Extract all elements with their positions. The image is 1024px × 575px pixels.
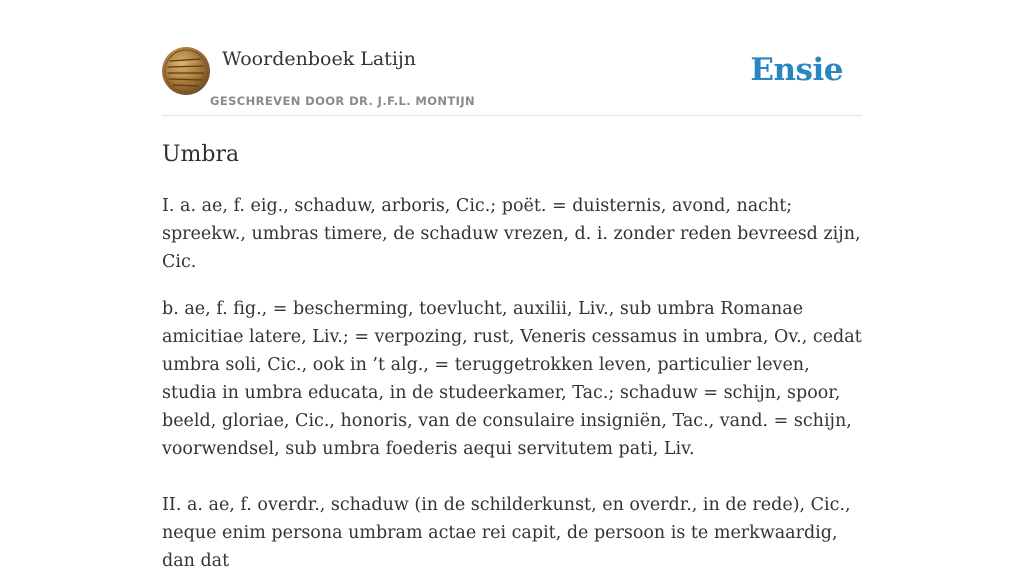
coin-image[interactable] bbox=[162, 47, 210, 95]
ensie-logo[interactable]: Ensie bbox=[750, 52, 843, 88]
entry-title: Umbra bbox=[162, 142, 240, 167]
definition-paragraph-1: I. a. ae, f. eig., schaduw, arboris, Cic.; poët. = duisternis, avond, nacht; spreekw., umbras timere, de schaduw vrezen, d. i. zonder reden bevreesd zijn, Cic. bbox=[162, 196, 861, 272]
dictionary-title[interactable]: Woordenboek Latijn bbox=[222, 48, 417, 70]
entry-content bbox=[162, 192, 862, 575]
coin-icon bbox=[162, 47, 210, 95]
definition-paragraph-2: b. ae, f. fig., = bescherming, toevlucht, auxilii, Liv., sub umbra Romanae amicitiae latere, Liv.; = verpozing, rust, Veneris cessamus in umbra, Ov., cedat umbra soli, Cic., ook in ’t alg., = teruggetrokken leven, particulier leven, studia in umbra educata, in de studeerkamer, Tac.; schaduw = schijn, spoor, beeld, gloriae, Cic., honoris, van de consulaire insigniën, Tac., vand. = schijn, voorwendsel, sub umbra foederis aequi servitutem pati, Liv. bbox=[162, 299, 862, 459]
definition-paragraph-3: II. a. ae, f. overdr., schaduw (in de schilderkunst, en overdr., in de rede), Cic., neque enim persona umbram actae rei capit, de persoon is te merkwaardig, dan dat bbox=[162, 495, 851, 571]
author-byline: GESCHREVEN DOOR DR. J.F.L. MONTIJN bbox=[210, 94, 476, 108]
site-header bbox=[162, 44, 862, 116]
